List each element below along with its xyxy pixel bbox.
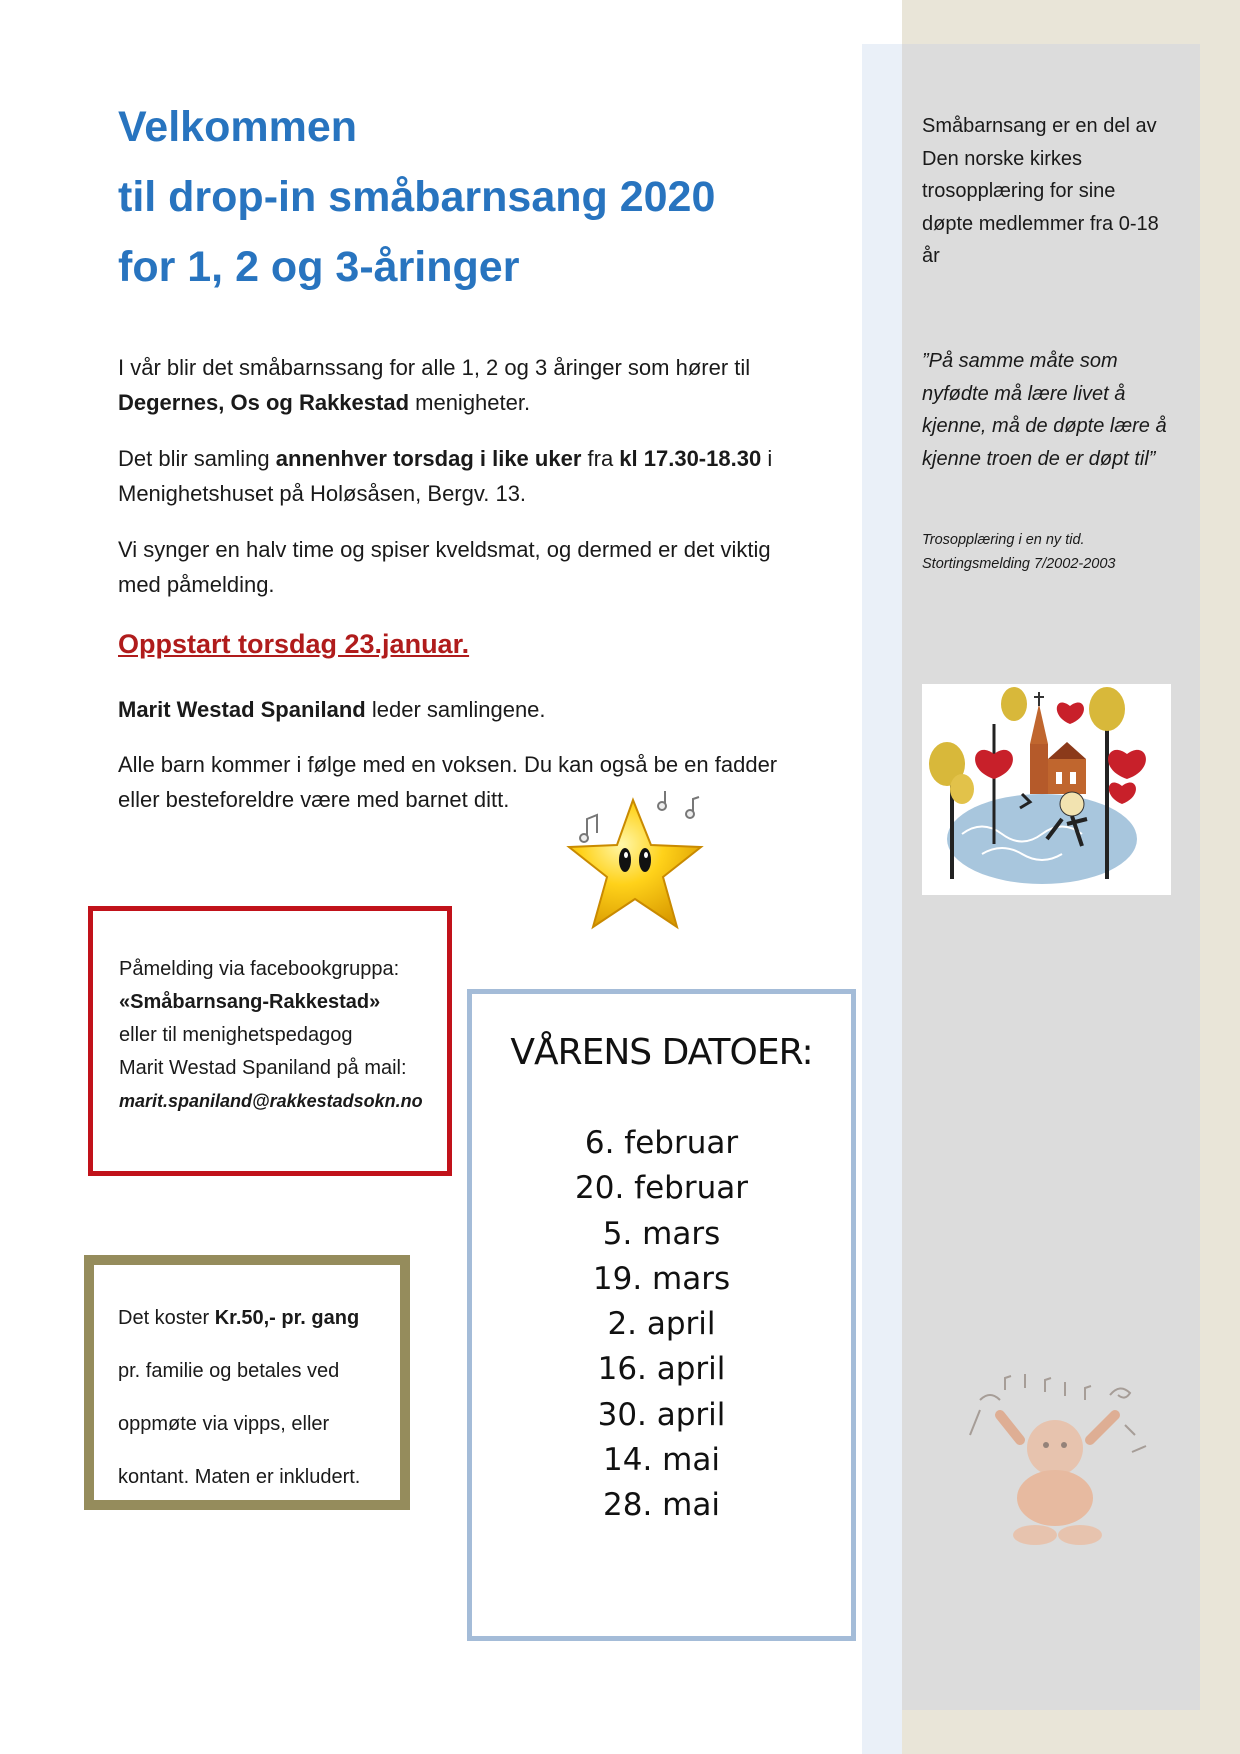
dancing-child-illustration [960, 1360, 1160, 1555]
title-line-1: Velkommen [118, 103, 357, 151]
leader-paragraph [118, 692, 818, 727]
schedule-time: kl 17.30-18.30 [619, 446, 762, 471]
registration-box [88, 906, 452, 1176]
date-item: 5. mars [602, 1215, 721, 1252]
schedule-paragraph [118, 441, 818, 511]
date-item: 28. mai [603, 1487, 720, 1524]
parishes: Degernes, Os og Rakkestad [118, 390, 410, 415]
date-item: 14. mai [603, 1442, 720, 1479]
schedule-location: i Menighetshuset på Holøsåsen, Bergv. 13. [118, 446, 773, 506]
sidebar-intro: Småbarnsang er en del av Den norske kirkes trosopplæring for sine døpte medlemmer fra 0-18 år [922, 115, 1159, 267]
meal-paragraph: Vi synger en halv time og spiser kveldsmat, og dermed er det viktig med påmelding. [118, 537, 771, 597]
leader-text: leder samlingene. [365, 697, 546, 722]
price-line: pr. familie og betales ved [118, 1360, 340, 1382]
companion-paragraph: Alle barn kommer i følge med en voksen. Du kan også be en fadder eller besteforeldre være med barnet ditt. [118, 752, 778, 812]
start-date-heading: Oppstart torsdag 23.januar. [118, 629, 470, 659]
leader-name: Marit Westad Spaniland [118, 697, 366, 722]
registration-line: Marit Westad Spaniland på mail: [119, 1057, 407, 1079]
dates-box [467, 989, 856, 1641]
singing-star-icon [565, 785, 715, 945]
dates-list [472, 1121, 851, 1529]
quote-source [922, 528, 1192, 576]
facebook-group-name: «Småbarnsang-Rakkestad» [119, 991, 381, 1013]
intro-text-end: menigheter. [409, 390, 531, 415]
date-item: 6. februar [584, 1125, 739, 1161]
price-line: kontant. Maten er inkludert. [118, 1466, 361, 1488]
sidebar-blue-band [862, 44, 902, 1754]
email-link[interactable]: marit.spaniland@rakkestadsokn.no [119, 1091, 423, 1111]
price-line [118, 1292, 360, 1345]
sidebar-quote: ”På samme måte som nyfødte må lære livet å kjenne, må de døpte lære å kjenne troen de er døpt til” [922, 350, 1167, 470]
schedule-text-from: fra [581, 446, 620, 471]
source-line: Trosopplæring i en ny tid. [922, 532, 1085, 548]
date-item: 19. mars [592, 1260, 731, 1297]
dates-title: VÅRENS DATOER: [510, 1032, 813, 1073]
intro-paragraph [118, 350, 818, 420]
price-line: oppmøte via vipps, eller [118, 1413, 330, 1435]
price-label: Det koster [118, 1307, 215, 1329]
church-illustration [922, 684, 1171, 895]
price-amount: Kr.50,- pr. gang [214, 1307, 360, 1329]
source-line: Stortingsmelding 7/2002-2003 [922, 556, 1116, 572]
date-item: 16. april [597, 1351, 726, 1388]
registration-text [119, 953, 449, 1118]
intro-text: I vår blir det småbarnssang for alle 1, 2 og 3 åringer som hører til [118, 355, 751, 380]
date-item: 2. april [607, 1306, 716, 1343]
date-item: 30. april [597, 1396, 726, 1433]
date-item: 20. februar [575, 1170, 748, 1207]
title-line-2: til drop-in småbarnsang 2020 [118, 173, 716, 221]
page-title [118, 92, 715, 302]
price-text [118, 1292, 360, 1504]
title-line-3: for 1, 2 og 3-åringer [118, 243, 520, 291]
registration-line: eller til menighetspedagog [119, 1024, 353, 1046]
schedule-frequency: annenhver torsdag i like uker [275, 446, 582, 471]
price-box [84, 1255, 410, 1510]
registration-line: Påmelding via facebookgruppa: [119, 958, 400, 980]
schedule-text: Det blir samling [118, 446, 276, 471]
